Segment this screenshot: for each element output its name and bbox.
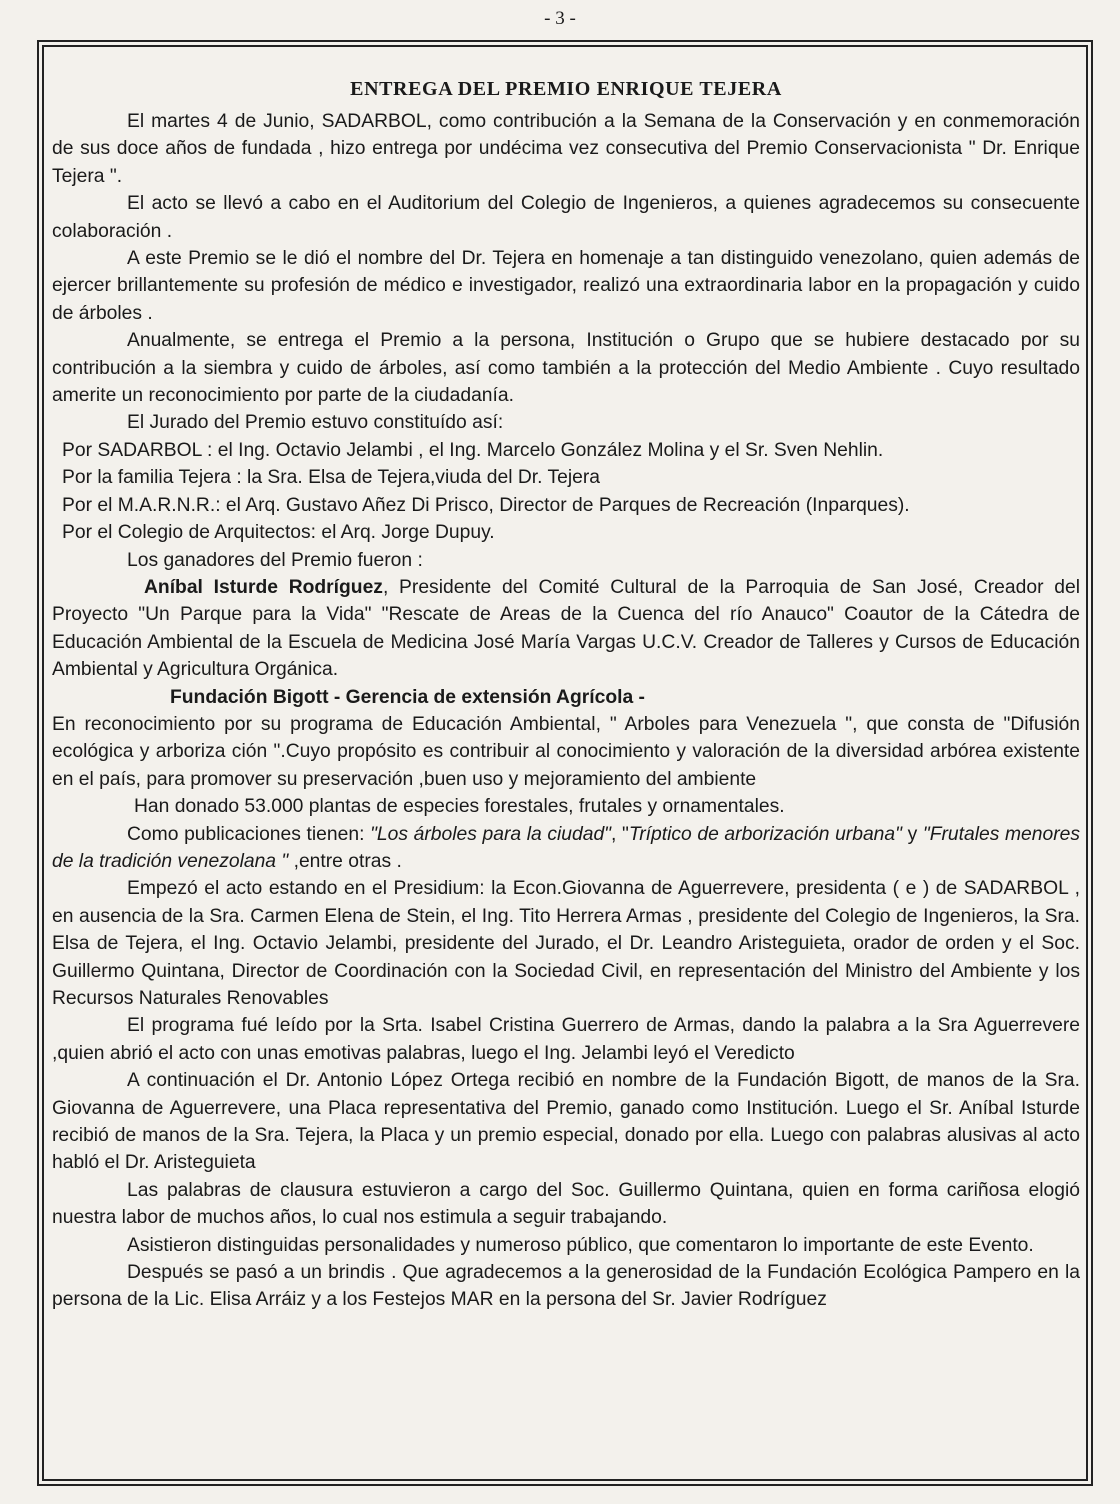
- publications-end: ,entre otras .: [288, 850, 402, 872]
- paragraph-closing: Las palabras de clausura estuvieron a cargo del Soc. Guillermo Quintana, quien en forma cariñosa elogió nuestra labor de muchos años, lo cual nos estimula a seguir trabajando.: [52, 1179, 1080, 1229]
- publication-title: Tríptico de arborización urbana": [628, 823, 902, 845]
- paragraph-presidium: Empezó el acto estando en el Presidium: la Econ.Giovanna de Aguerrevere, presidenta ( e ) de SADARBOL , en ausencia de la Sra. Carmen Elena de Stein, el Ing. Tito Herrera Armas , presidente del Colegio de Ingenieros, la Sra. Elsa de Tejera, el Ing. Octavio Jelambi, presidente del Jurado, el Dr. Leandro Aristeguieta, orador de orden y el Soc. Guillermo Quintana, Director de Coordinación con la Sociedad Civil, en representación del Ministro del Ambiente y los Recursos Naturales Renovables: [52, 878, 1080, 1009]
- donation-text: Han donado 53.000 plantas de especies forestales, frutales y ornamentales.: [134, 796, 785, 818]
- publications-intro: Como publicaciones tienen:: [127, 823, 371, 845]
- winner-2-description: En reconocimiento por su programa de Educación Ambiental, " Arboles para Venezuela ", que consta de "Difusión ecológica y arboriza ción ".Cuyo propósito es contribuir al conocimiento y valoración de la diversidad arbórea existente en el país, para promover su preservación ,buen uso y mejoramiento del ambiente: [52, 713, 1080, 790]
- winner-1-name: Aníbal Isturde Rodríguez: [144, 576, 383, 598]
- page-number: - 3 -: [544, 8, 576, 29]
- jury-member: Por el M.A.R.N.R.: el Arq. Gustavo Añez Di Prisco, Director de Parques de Recreación (Inparques).: [62, 494, 910, 516]
- article: [52, 76, 1080, 1314]
- article-title: ENTREGA DEL PREMIO ENRIQUE TEJERA: [350, 78, 782, 100]
- winners-intro: Los ganadores del Premio fueron :: [127, 549, 423, 571]
- publication-title: "Los árboles para la ciudad": [370, 823, 612, 845]
- paragraph-attendance: Asistieron distinguidas personalidades y numeroso público, que comentaron lo importante de este Evento.: [127, 1234, 1034, 1256]
- paragraph-namesake: A este Premio se le dió el nombre del Dr. Tejera en homenaje a tan distinguido venezolano, quien además de ejercer brillantemente su profesión de médico e investigador, realizó una extraordinaria labor en la propagación y cuido de árboles .: [52, 248, 1080, 324]
- jury-member: Por el Colegio de Arquitectos: el Arq. Jorge Dupuy.: [62, 522, 495, 544]
- paragraph-intro: El martes 4 de Junio, SADARBOL, como contribución a la Semana de la Conservación y en conmemoración de sus doce años de fundada , hizo entrega por undécima vez consecutiva del Premio Conservacionista " Dr. Enrique Tejera ".: [52, 111, 1080, 187]
- jury-intro: El Jurado del Premio estuvo constituído así:: [127, 412, 504, 434]
- paragraph-annual: Anualmente, se entrega el Premio a la persona, Institución o Grupo que se hubiere destacado por su contribución a la siembra y cuido de árboles, así como también a la protección del Medio Ambiente . Cuyo resultado amerite un reconocimiento por parte de la ciudadanía.: [52, 330, 1080, 407]
- publications-separator: y: [901, 823, 923, 845]
- paragraph-toast: Después se pasó a un brindis . Que agradecemos a la generosidad de la Fundación Ecológica Pampero en la persona de la Lic. Elisa Arráiz y a los Festejos MAR en la persona del Sr. Javier Rodríguez: [52, 1262, 1080, 1311]
- publications: [52, 821, 1080, 876]
- paragraph-awards: A continuación el Dr. Antonio López Ortega recibió en nombre de la Fundación Bigott, de manos de la Sra. Giovanna de Aguerrevere, una Placa representativa del Premio, ganado como Institución. Luego el Sr. Aníbal Isturde recibió de manos de la Sra. Tejera, la Placa y un premio especial, donado por ella. Luego con palabras alusivas al acto habló el Dr. Aristeguieta: [52, 1070, 1080, 1174]
- publications-separator: , ": [611, 823, 629, 845]
- paragraph-program: El programa fué leído por la Srta. Isabel Cristina Guerrero de Armas, dando la palabra a la Sra Aguerrevere ,quien abrió el acto con unas emotivas palabras, luego el Ing. Jelambi leyó el Veredicto: [52, 1015, 1080, 1064]
- winner-1: [52, 574, 1080, 684]
- jury-member: Por SADARBOL : el Ing. Octavio Jelambi , el Ing. Marcelo González Molina y el Sr. Sven Nehlin.: [62, 439, 884, 461]
- paragraph-venue: El acto se llevó a cabo en el Auditorium del Colegio de Ingenieros, a quienes agradecemos su consecuente colaboración .: [52, 193, 1080, 242]
- publication-title: "Frutales menores de la tradición venezolana ": [52, 823, 1081, 872]
- jury-member: Por la familia Tejera : la Sra. Elsa de Tejera,viuda del Dr. Tejera: [62, 467, 601, 489]
- winner-1-description: , Presidente del Comité Cultural de la Parroquia de San José, Creador del Proyecto "Un Parque para la Vida" "Rescate de Areas de la Cuenca del río Anauco" Coautor de la Cátedra de Educación Ambiental de la Escuela de Medicina José María Vargas U.C.V. Creador de Talleres y Cursos de Educación Ambiental y Agricultura Orgánica.: [52, 576, 1080, 681]
- winner-2-title: Fundación Bigott - Gerencia de extensión Agrícola -: [170, 686, 645, 708]
